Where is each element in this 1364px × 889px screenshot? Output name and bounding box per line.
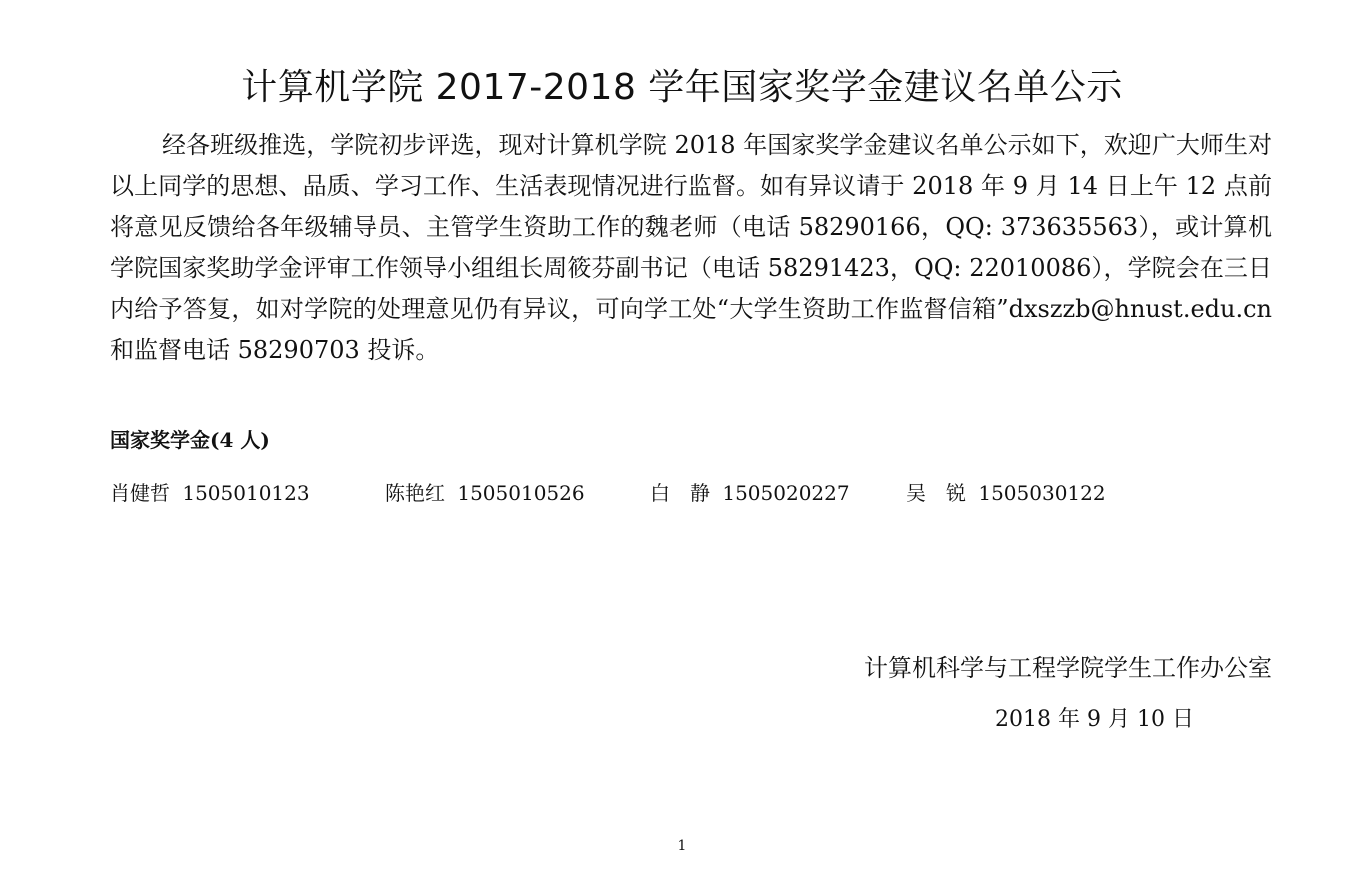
signing-office: 计算机科学与工程学院学生工作办公室 [864,654,1272,682]
winner-item [385,476,585,510]
winner-name: 陈艳红 [385,481,445,505]
winner-name: 白 静 [650,481,710,505]
winner-name: 吴 锐 [906,481,966,505]
winner-name: 肖健哲 [110,481,170,505]
signing-date: 2018 年 9 月 10 日 [995,707,1194,732]
winner-list [110,476,1210,510]
document-title: 计算机学院 2017-2018 学年国家奖学金建议名单公示 [241,67,1123,108]
winner-student-id: 1505030122 [978,481,1106,505]
winner-student-id: 1505010123 [182,481,310,505]
page-number: 1 [677,838,687,854]
winner-item [110,476,310,510]
winner-item [906,476,1106,510]
winner-item [650,476,850,510]
scholarship-section-heading: 国家奖学金(4 人) [110,428,270,452]
announcement-paragraph: 经各班级推选，学院初步评选，现对计算机学院 2018 年国家奖学金建议名单公示如下，欢迎广大师生对以上同学的思想、品质、学习工作、生活表现情况进行监督。如有异议请于 2018 年 9 月 14 日上午 12 点前将意见反馈给各年级辅导员、主管学生资助工作的魏老师（电话 58290166，QQ: 373635563），或计算机学院国家奖助学金评审工作领导小组组长周筱芬副书记（电话 58291423，QQ: 22010086），学院会在三日内给予答复，如对学院的处理意见仍有异议，可向学工处“大学生资助工作监督信箱”dxszzb@hnust.edu.cn 和监督电话 58290703 投诉。 [110,131,1272,364]
winner-student-id: 1505020227 [722,481,850,505]
winner-student-id: 1505010526 [457,481,585,505]
